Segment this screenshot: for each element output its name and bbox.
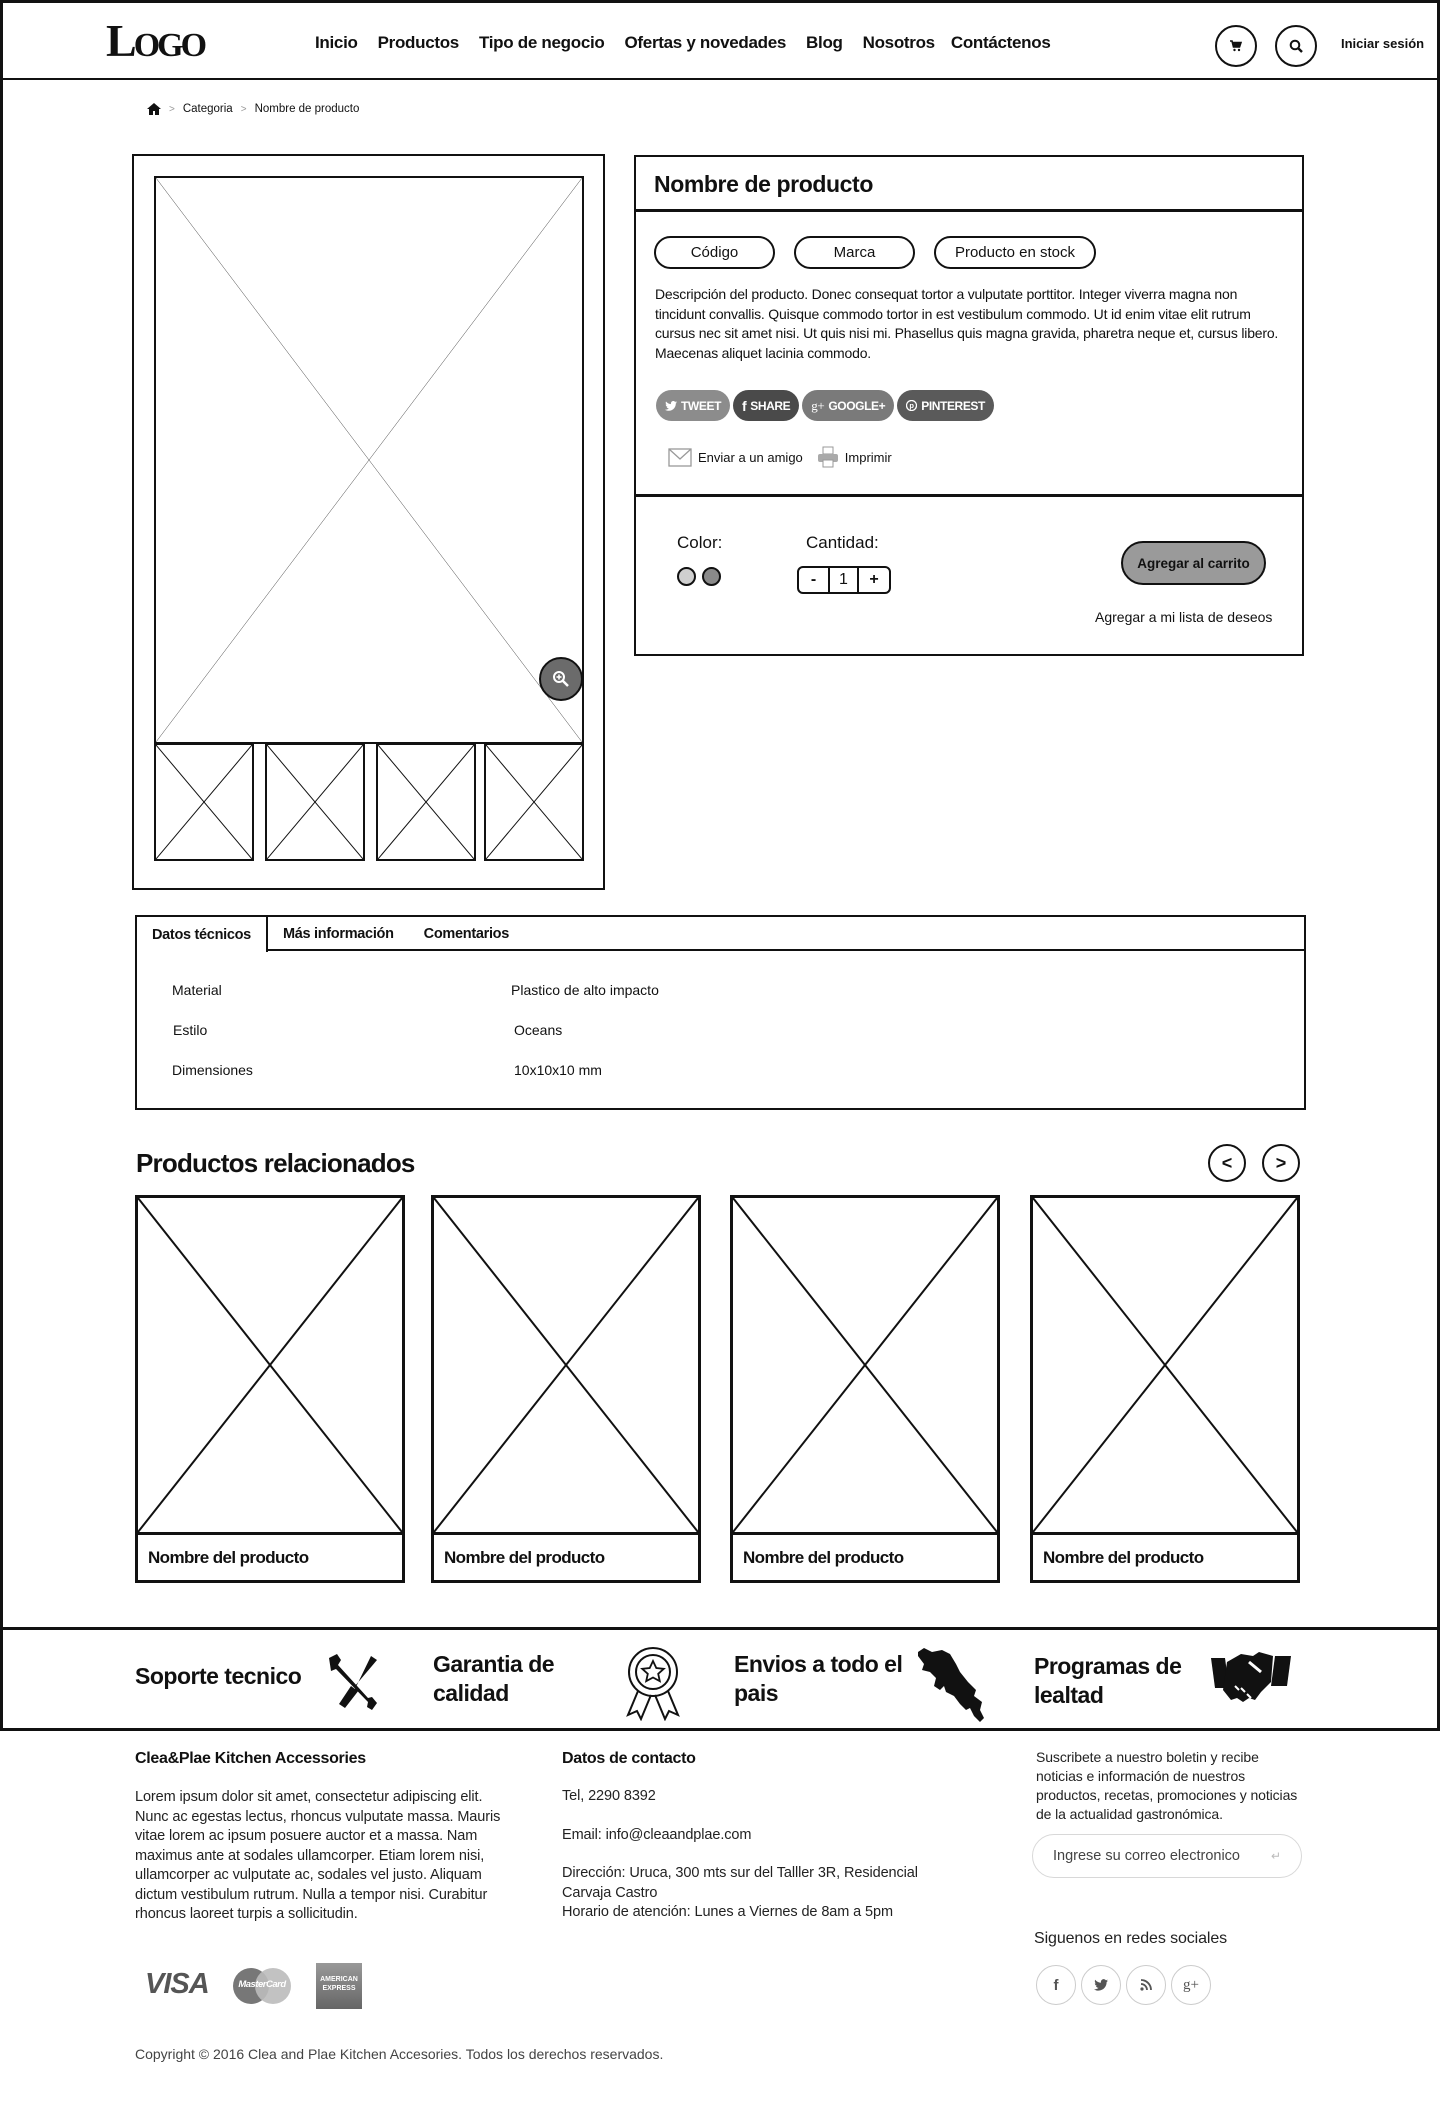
contact-address: Dirección: Uruca, 300 mts sur del Talller 3R, Residencial Carvaja Castro (562, 1865, 918, 1901)
color-swatch-dark[interactable] (702, 567, 721, 586)
printer-icon (817, 446, 839, 468)
product-description: Descripción del producto. Donec consequat tortor a vulputate porttitor. Integer viverra magna non tincidunt convallis. Quisque commodo tortor in est vestibulum commodo. Ut id enim vitae elit rutrum cursus nec sit amet nisi. Ut quis nisi mi. Phasellus quis magna gravida, pharetra neque et, cursus libero. Maecenas aliquet lacinia commodo. (655, 286, 1279, 361)
spec-label: Estilo (173, 1022, 208, 1038)
product-info-panel (634, 155, 1304, 656)
panel-divider (636, 494, 1302, 497)
logo[interactable]: LOGO (106, 15, 205, 66)
share-label: SHARE (750, 398, 791, 413)
award-ribbon-icon (620, 1645, 686, 1721)
pinterest-label: PINTEREST (921, 398, 985, 413)
spec-value: 10x10x10 mm (514, 1062, 602, 1078)
product-name: Nombre del producto (444, 1548, 605, 1567)
thumbnail[interactable] (265, 743, 365, 861)
cart-button[interactable] (1215, 25, 1257, 67)
product-attributes (654, 236, 1096, 269)
color-label: Color: (677, 533, 723, 552)
print-link[interactable] (817, 446, 892, 468)
newsletter-placeholder: Ingrese su correo electronico (1053, 1848, 1240, 1864)
twitter-icon (665, 401, 677, 411)
image-placeholder-icon (156, 745, 252, 859)
features-strip (0, 1627, 1440, 1731)
tools-icon (321, 1652, 381, 1710)
twitter-icon (1094, 1979, 1108, 1991)
zoom-in-icon (552, 670, 570, 688)
carousel-next-button[interactable]: > (1262, 1144, 1300, 1182)
tweet-button[interactable] (656, 390, 730, 421)
spec-label: Material (172, 982, 222, 998)
facebook-icon: f (1053, 1976, 1059, 1994)
thumbnail[interactable] (484, 743, 584, 861)
google-plus-social-link[interactable] (1171, 1965, 1211, 2005)
pinterest-icon (906, 400, 917, 411)
facebook-share-button[interactable] (733, 390, 799, 421)
newsletter-text: Suscribete a nuestro boletin y recibe noticias e información de nuestros productos, recetas, promociones y noticias de la actualidad gastronómica. (1036, 1749, 1298, 1822)
amex-logo: AMERICAN EXPRESS (316, 1963, 362, 2009)
product-name: Nombre del producto (148, 1548, 309, 1567)
enter-icon[interactable]: ↵ (1270, 1849, 1281, 1863)
tab-bar (137, 917, 1304, 951)
related-products-title: Productos relacionados (136, 1148, 415, 1178)
breadcrumb-category[interactable]: Categoria (182, 103, 233, 115)
spec-label: Dimensiones (172, 1062, 253, 1078)
code-pill: Código (654, 236, 775, 269)
twitter-social-link[interactable] (1081, 1965, 1121, 2005)
nav-nosotros[interactable]: Nosotros (862, 33, 935, 52)
send-friend-label: Enviar a un amigo (698, 449, 803, 465)
breadcrumb-separator: > (240, 103, 247, 115)
contact-title: Datos de contacto (562, 1750, 696, 1767)
newsletter-email-input[interactable] (1032, 1834, 1302, 1878)
tab-comentarios[interactable]: Comentarios (423, 926, 510, 942)
contact-hours: Horario de atención: Lunes a Viernes de 8am a 5pm (562, 1904, 893, 1920)
company-description: Lorem ipsum dolor sit amet, consectetur adipiscing elit. Nunc ac egestas lectus, rhoncus vulputate massa. Mauris vitae lorem ac ipsum posuere auctor et a massa. Nam maximus ante at sodales ullamcorper. Etiam lorem nisi, ullamcorper ac vulputate ac, sodales vel justo. Aliquam dictum vestibulum rutrum. Nulla a tempor nisi. Curabitur rhoncus laoreet turpis a sollicitudin. (135, 1789, 501, 1922)
contact-phone: Tel, 2290 8392 (562, 1788, 656, 1804)
add-to-cart-button[interactable]: Agregar al carrito (1121, 541, 1266, 585)
share-buttons (656, 390, 994, 421)
envelope-icon (668, 448, 692, 467)
product-name: Nombre del producto (743, 1548, 904, 1567)
related-product-card[interactable] (135, 1195, 405, 1583)
print-label: Imprimir (844, 449, 892, 465)
related-product-card[interactable] (730, 1195, 1000, 1583)
site-header (0, 0, 1440, 80)
google-plus-button[interactable] (802, 390, 894, 421)
product-image (138, 1198, 402, 1535)
copyright: Copyright © 2016 Clea and Plae Kitchen Accesories. Todos los derechos reservados. (135, 2046, 664, 2062)
handshake-icon (1211, 1648, 1291, 1710)
zoom-image-button[interactable] (539, 657, 583, 701)
product-image (1033, 1198, 1297, 1535)
quantity-increment-button[interactable]: + (869, 571, 879, 588)
spec-value: Plastico de alto impacto (511, 982, 659, 998)
company-title: Clea&Plae Kitchen Accessories (135, 1750, 366, 1767)
thumbnail[interactable] (154, 743, 254, 861)
thumbnail[interactable] (376, 743, 476, 861)
send-friend-link[interactable] (668, 448, 803, 467)
nav-tipo-de-negocio[interactable]: Tipo de negocio (478, 33, 605, 52)
google-plus-icon: g+ (811, 397, 825, 413)
wishlist-link[interactable]: Agregar a mi lista de deseos (1095, 609, 1273, 625)
related-product-card[interactable] (431, 1195, 701, 1583)
quantity-label: Cantidad: (806, 533, 879, 552)
product-image (733, 1198, 997, 1535)
search-icon (1289, 39, 1303, 53)
product-gallery (132, 154, 605, 890)
main-nav (315, 33, 1071, 53)
google-plus-label: GOOGLE+ (828, 398, 886, 413)
carousel-prev-button[interactable]: < (1208, 1144, 1246, 1182)
facebook-social-link[interactable] (1036, 1965, 1076, 2005)
feature-quality: Garantia de calidad (433, 1651, 555, 1706)
visa-logo: VISA (145, 1968, 209, 2000)
feature-shipping: Envios a todo el pais (734, 1651, 903, 1706)
image-placeholder-icon (267, 745, 363, 859)
social-title: Siguenos en redes sociales (1034, 1930, 1228, 1947)
image-placeholder-icon (1033, 1198, 1297, 1532)
quantity-decrement-button[interactable]: - (799, 568, 830, 592)
contact-email[interactable]: Email: info@cleaandplae.com (562, 1827, 752, 1843)
breadcrumb-separator: > (169, 103, 175, 115)
product-actions (668, 446, 906, 468)
image-placeholder-icon (156, 178, 582, 742)
brand-pill: Marca (794, 236, 915, 269)
rss-social-link[interactable] (1126, 1965, 1166, 2005)
rss-icon (1140, 1979, 1152, 1991)
breadcrumb (147, 103, 359, 115)
nav-blog[interactable]: Blog (806, 33, 843, 52)
nav-ofertas[interactable]: Ofertas y novedades (624, 33, 787, 52)
feature-loyalty: Programas de lealtad (1034, 1653, 1182, 1708)
nav-inicio[interactable]: Inicio (315, 33, 358, 52)
product-title: Nombre de producto (636, 157, 1302, 212)
main-product-image[interactable] (154, 176, 584, 744)
quantity-stepper (797, 566, 891, 594)
country-map-icon (916, 1646, 992, 1726)
spec-value: Oceans (514, 1022, 563, 1038)
nav-contactenos[interactable]: Contáctenos (950, 33, 1051, 52)
stock-pill: Producto en stock (934, 236, 1096, 269)
tab-mas-informacion[interactable]: Más información (282, 926, 394, 942)
product-name: Nombre del producto (1043, 1548, 1204, 1567)
breadcrumb-current: Nombre de producto (254, 103, 360, 115)
color-swatch-light[interactable] (677, 567, 696, 586)
image-placeholder-icon (378, 745, 474, 859)
related-product-card[interactable] (1030, 1195, 1300, 1583)
mastercard-logo: MasterCard (233, 1968, 291, 2004)
image-placeholder-icon (486, 745, 582, 859)
pinterest-button[interactable] (897, 390, 994, 421)
quantity-input[interactable]: 1 (830, 568, 859, 592)
tab-datos-tecnicos[interactable]: Datos técnicos (137, 917, 268, 952)
home-icon[interactable] (147, 103, 161, 115)
product-details-tabs (135, 915, 1306, 1110)
search-button[interactable] (1275, 25, 1317, 67)
facebook-icon: f (742, 397, 747, 414)
nav-productos[interactable]: Productos (377, 33, 459, 52)
tweet-label: TWEET (681, 398, 721, 413)
svg-text:p: p (909, 401, 914, 411)
image-placeholder-icon (733, 1198, 997, 1532)
image-placeholder-icon (138, 1198, 402, 1532)
feature-support: Soporte tecnico (135, 1663, 302, 1689)
image-placeholder-icon (434, 1198, 698, 1532)
google-plus-icon: g+ (1183, 1976, 1199, 1993)
login-link[interactable]: Iniciar sesión (1341, 36, 1425, 51)
product-image (434, 1198, 698, 1535)
cart-icon (1230, 40, 1242, 52)
